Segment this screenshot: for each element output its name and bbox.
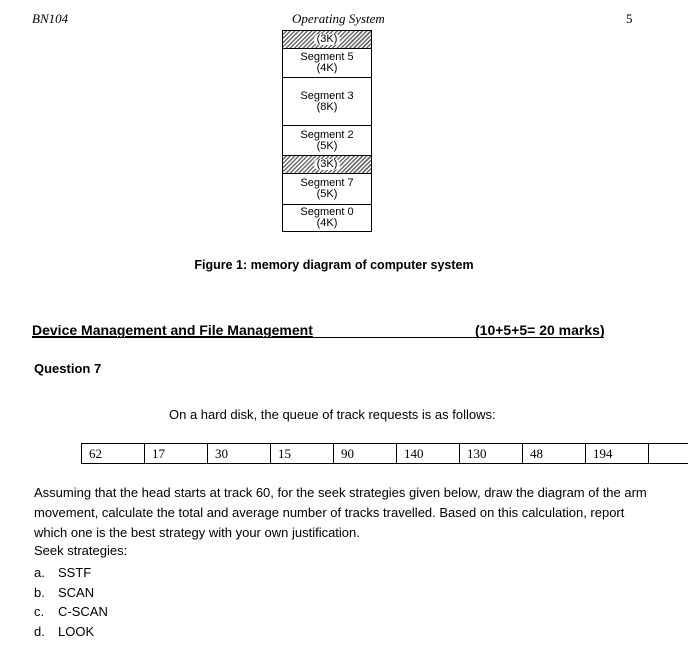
strategy-name: LOOK — [58, 624, 95, 640]
list-marker: b. — [34, 584, 45, 600]
queue-intro-text: On a hard disk, the queue of track requests is as follows: — [169, 407, 496, 422]
strategy-name: C-SCAN — [58, 604, 108, 620]
memory-block-label: Segment 2 — [300, 128, 354, 141]
memory-block-label: Segment 0 — [300, 206, 354, 218]
list-marker: c. — [34, 604, 45, 620]
memory-block-label: Segment 7 — [300, 177, 354, 189]
memory-block-segment — [283, 78, 371, 126]
page-number: 5 — [626, 11, 633, 26]
question-label: Question 7 — [34, 361, 102, 376]
memory-block-size: (5K) — [316, 139, 338, 152]
memory-block-size: (3K) — [314, 159, 341, 170]
list-marker: d. — [34, 624, 45, 640]
memory-block-segment — [283, 205, 371, 232]
memory-diagram — [282, 30, 372, 232]
memory-block-segment — [283, 126, 371, 156]
track-cell: 15 — [271, 444, 334, 464]
memory-block-size: (4K) — [316, 62, 338, 74]
memory-block-segment — [283, 174, 371, 205]
list-item — [34, 563, 108, 583]
track-cell: 30 — [208, 444, 271, 464]
table-row — [82, 444, 688, 464]
strategy-name: SCAN — [58, 584, 95, 600]
memory-block-size: (5K) — [316, 188, 338, 200]
list-item — [34, 602, 108, 622]
list-marker: a. — [34, 565, 45, 580]
strategy-name: SSTF — [58, 565, 92, 580]
list-item — [34, 622, 108, 642]
memory-block-segment — [283, 49, 371, 78]
strategy-list — [34, 563, 108, 642]
list-item — [34, 583, 108, 603]
memory-block-size: (8K) — [316, 100, 338, 113]
memory-block-free — [283, 156, 371, 174]
header-title: Operating System — [292, 11, 385, 26]
memory-block-label: Segment 5 — [300, 51, 354, 63]
section-title: Device Management and File Management — [32, 322, 313, 338]
memory-block-free — [283, 31, 371, 49]
track-cell: 48 — [523, 444, 586, 464]
track-cell: 140 — [397, 444, 460, 464]
track-cell: 194 — [586, 444, 649, 464]
figure-caption: Figure 1: memory diagram of computer system — [194, 258, 474, 272]
section-marks: (10+5+5= 20 marks) — [475, 322, 605, 338]
track-request-table — [81, 443, 688, 464]
assumption-paragraph: Assuming that the head starts at track 60, for the seek strategies given below, draw the diagram of the arm movement, calculate the total and average number of tracks travelled. Based on this calculation, report which one is the best strategy with your own justification. — [34, 485, 647, 540]
track-cell: 130 — [460, 444, 523, 464]
course-code: BN104 — [32, 11, 69, 26]
memory-block-size: (4K) — [316, 217, 338, 229]
track-cell: 90 — [334, 444, 397, 464]
memory-block-label: Segment 3 — [300, 89, 354, 102]
seek-strategies-label: Seek strategies: — [34, 543, 128, 558]
track-cell: 17 — [145, 444, 208, 464]
track-cell — [649, 444, 688, 464]
track-cell: 62 — [82, 444, 145, 464]
memory-block-size: (3K) — [314, 34, 341, 45]
